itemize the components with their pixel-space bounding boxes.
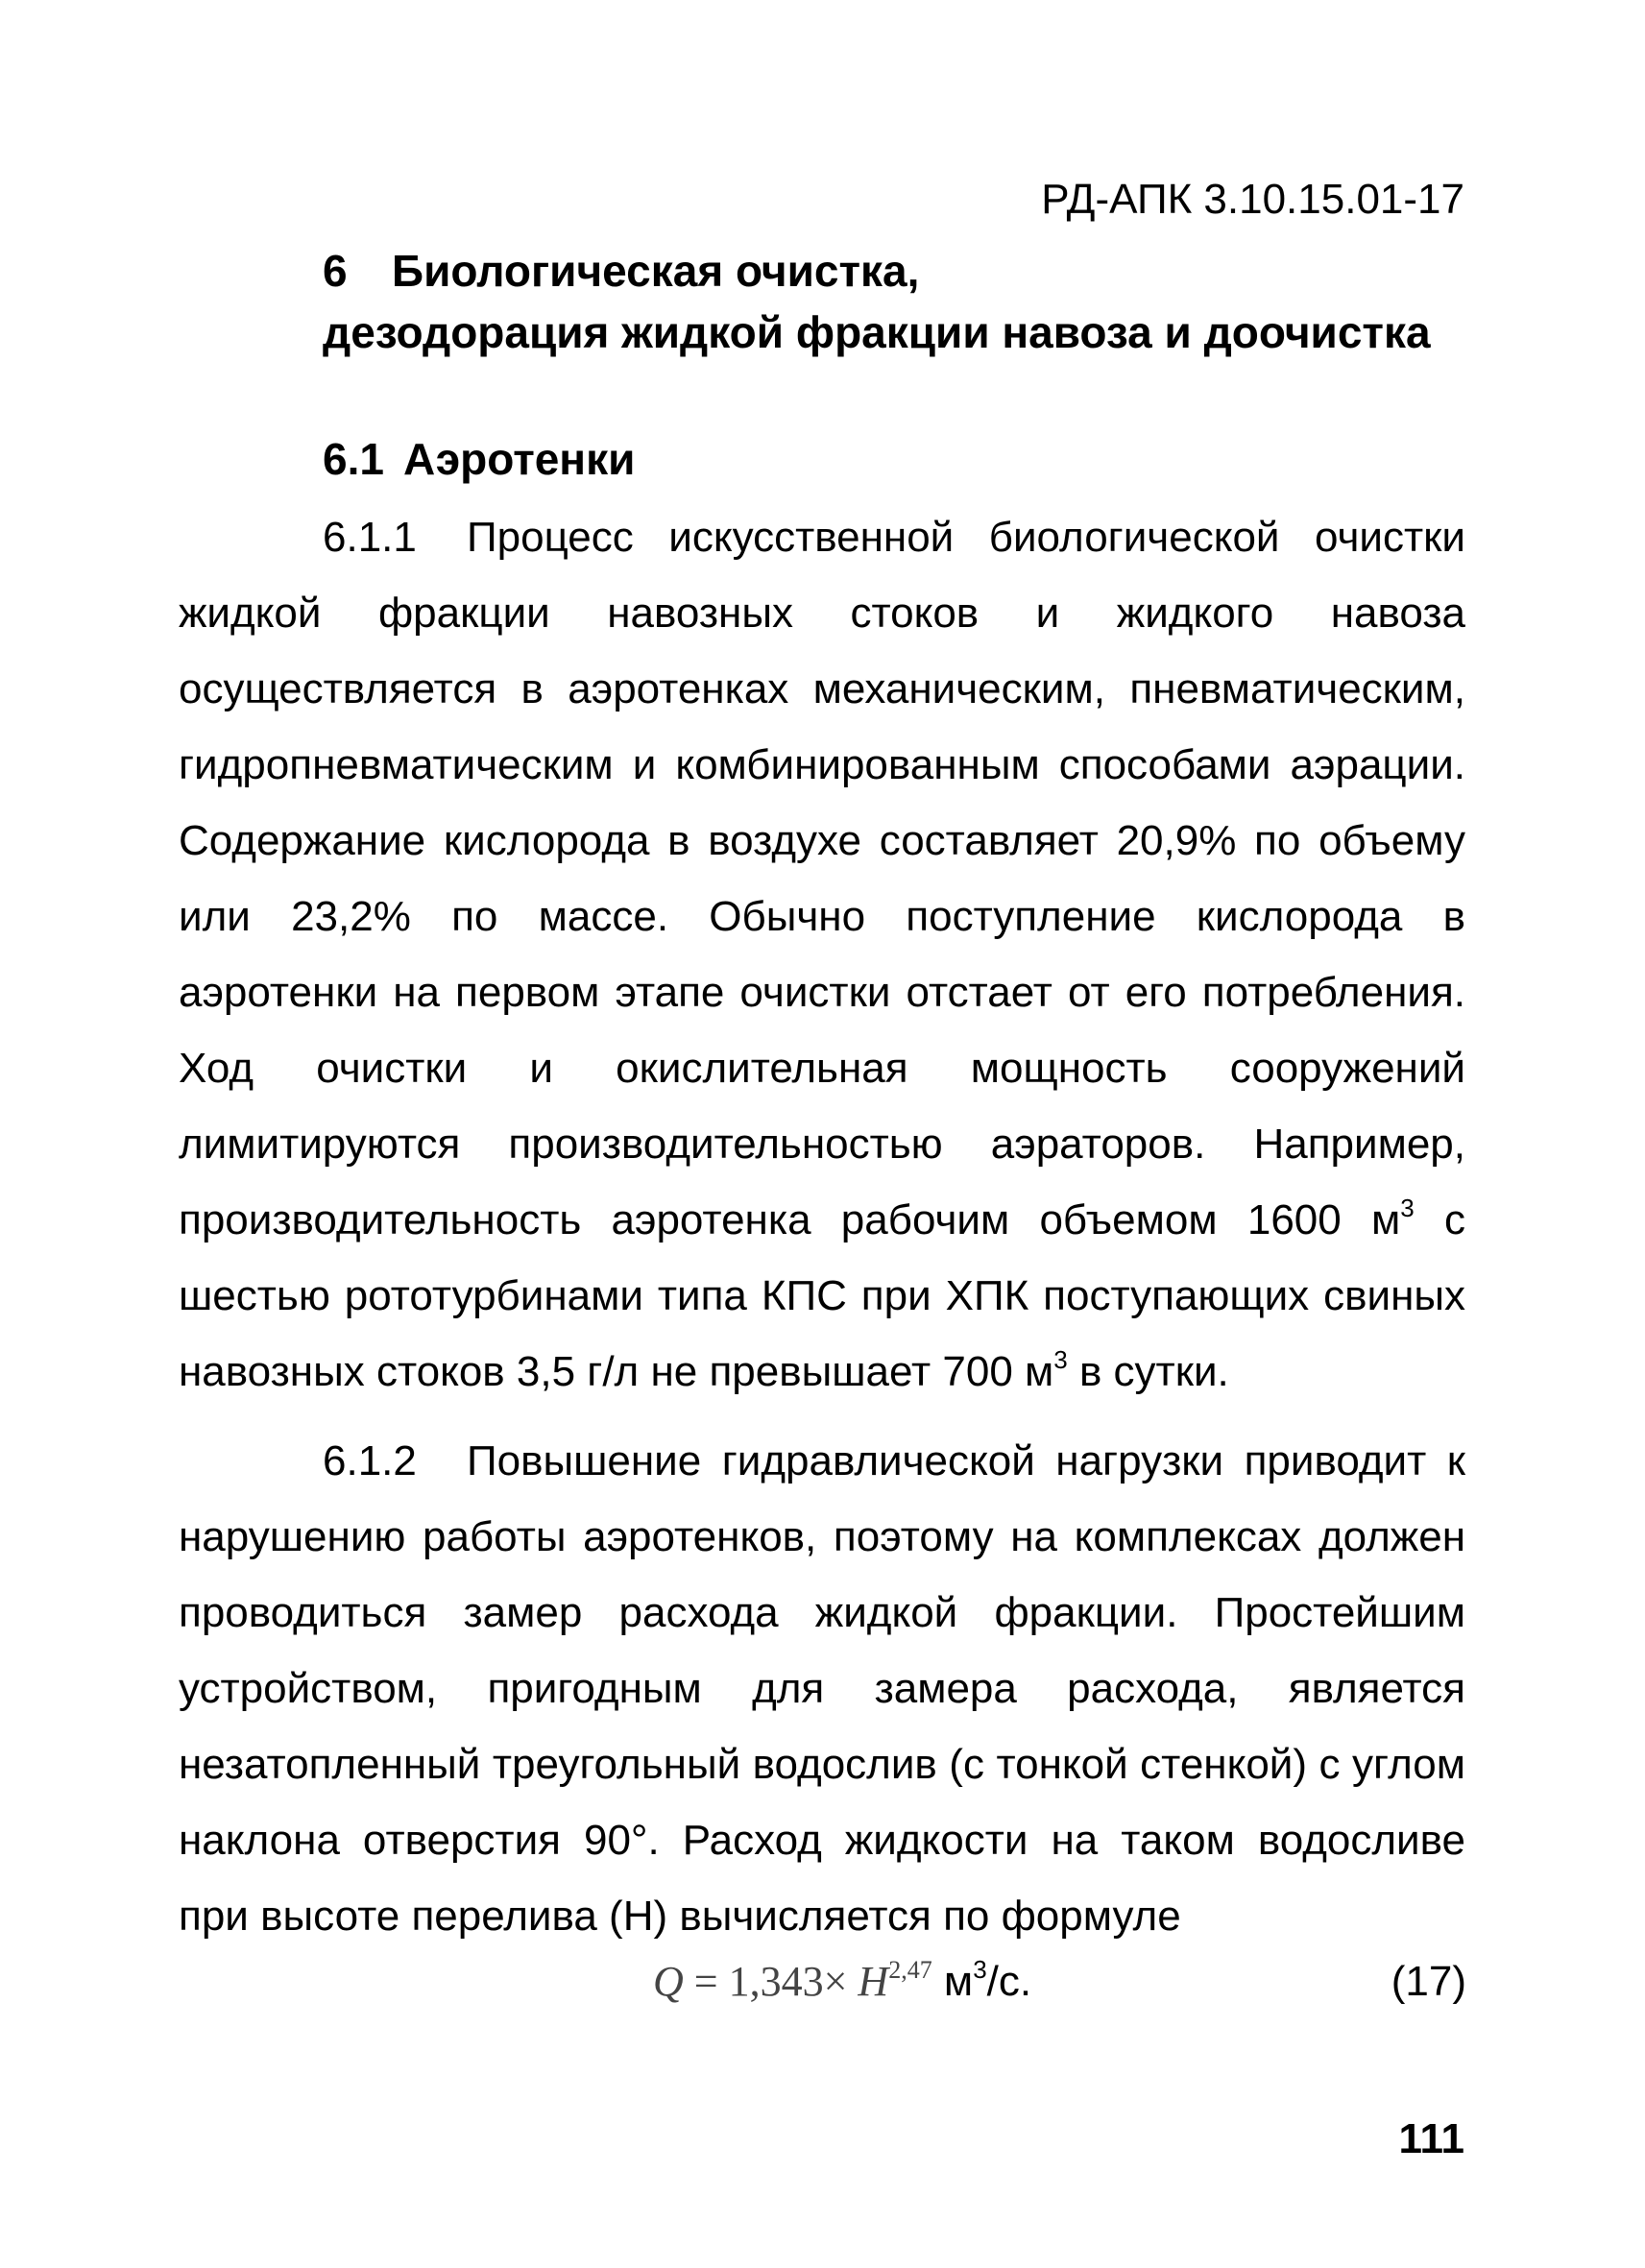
formula-unit: м	[931, 1958, 974, 2005]
subsection-number: 6.1	[323, 434, 384, 484]
paragraph-text-part-1: Процесс искусственной биологической очистки жидкой фракции навозных стоков и жидкого навоза осуществляется в аэротенках механическим, пневматическим, гидропневматическим и комбинированным способами аэрации. Содержание кислорода в воздухе составляет 20,9% по объему или 23,2% по массе. Обычно поступление кислорода в аэротенки на первом этапе очистки отстает от его потребления. Ход очистки и окислительная мощность сооружений лимитируются производительностью аэраторов. Например, производительность аэротенка рабочим объемом 1600 м	[179, 514, 1465, 1243]
formula-unit-superscript: 3	[973, 1955, 987, 1984]
paragraph-text: Повышение гидравлической нагрузки приводит к нарушению работы аэротенков, поэтому на комплексах должен проводиться замер расхода жидкой фракции. Простейшим устройством, пригодным для замера расхода, является незатопленный треугольный водослив (с тонкой стенкой) с углом наклона отверстия 90°. Расход жидкости на таком водосливе при высоте перелива (Н) вычисляется по формуле	[179, 1437, 1465, 1940]
subsection-title	[323, 428, 635, 490]
paragraph-text-part-3: в сутки.	[1067, 1348, 1229, 1395]
paragraph-text-part-2: с шестью рототурбинами типа КПС при ХПК поступающих свиных навозных стоков 3,5 г/л не превышает 700 м	[179, 1196, 1465, 1395]
formula-h: H	[858, 1958, 889, 2005]
document-code: РД-АПК 3.10.15.01-17	[1041, 176, 1464, 223]
paragraph-number: 6.1.2	[323, 1437, 417, 1484]
section-title	[323, 240, 1475, 363]
superscript: 3	[1400, 1194, 1415, 1222]
section-title-text-1: Биологическая очистка,	[392, 246, 920, 296]
superscript: 3	[1053, 1345, 1068, 1374]
section-number: 6	[323, 246, 348, 296]
formula	[653, 1953, 1031, 2011]
formula-math	[653, 1958, 932, 2005]
section-title-line-1	[323, 240, 1475, 302]
paragraph-number: 6.1.1	[323, 514, 417, 561]
section-title-line-2: дезодорация жидкой фракции навоза и доочистка	[323, 307, 1431, 357]
formula-unit-tail: /с.	[986, 1958, 1032, 2005]
formula-exponent: 2,47	[888, 1956, 932, 1984]
formula-number: (17)	[1391, 1958, 1466, 2005]
page-number: 111	[1398, 2115, 1464, 2162]
formula-q: Q	[653, 1958, 684, 2005]
paragraph-6-1-1	[179, 499, 1465, 1410]
formula-expression: = 1,343×	[683, 1958, 859, 2005]
subsection-title-text: Аэротенки	[402, 434, 636, 484]
paragraph-6-1-2	[179, 1423, 1465, 1954]
